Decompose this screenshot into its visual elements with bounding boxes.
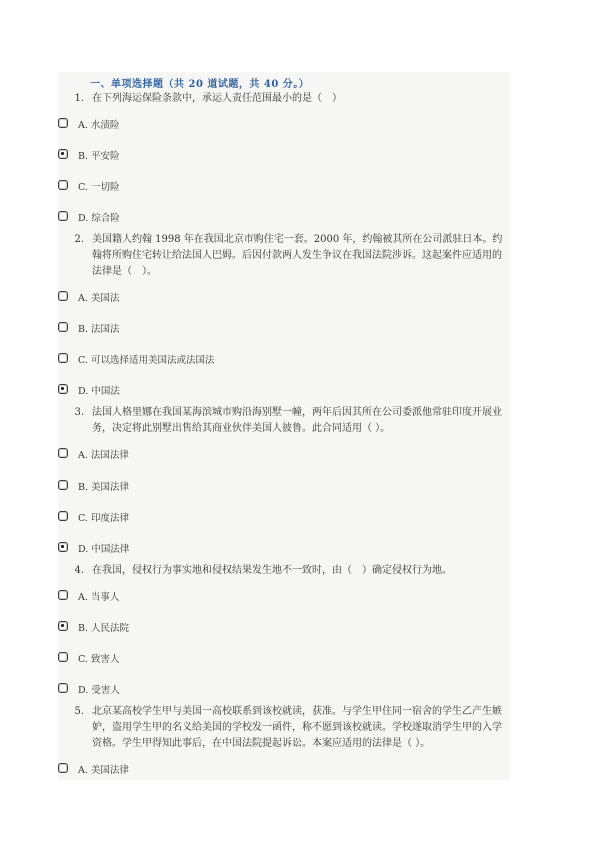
radio-button[interactable] xyxy=(58,652,68,662)
radio-button-selected[interactable] xyxy=(58,384,68,394)
radio-button[interactable] xyxy=(58,480,68,490)
option-label: B. 人民法院 xyxy=(78,623,130,634)
radio-button[interactable] xyxy=(58,322,68,332)
question-text: 北京某高校学生甲与美国一高校联系到该校就读，获准。与学生甲住同一宿舍的学生乙产生嫉妒，盗用学生甲的名义给美国的学校发一函件，称不愿到该校就读。学校遂取消学生甲的入学资格。学生甲得知此事后，在中国法院提起诉讼。本案应适用的法律是（ ）。 xyxy=(92,706,502,749)
question-1 xyxy=(70,91,510,107)
question-number: 5. xyxy=(74,706,84,717)
q4-option-c[interactable] xyxy=(58,651,498,667)
option-label: C. 一切险 xyxy=(78,182,120,193)
radio-button-selected[interactable] xyxy=(58,621,68,631)
q2-option-b[interactable] xyxy=(58,321,498,337)
radio-button-selected[interactable] xyxy=(58,149,68,159)
option-label: B. 平安险 xyxy=(78,151,120,162)
q3-option-d[interactable] xyxy=(58,541,498,557)
q4-option-a[interactable] xyxy=(58,589,498,605)
q2-option-c[interactable] xyxy=(58,352,498,368)
option-label: A. 当事人 xyxy=(78,592,120,603)
radio-button[interactable] xyxy=(58,448,68,458)
radio-button[interactable] xyxy=(58,180,68,190)
q5-option-a[interactable] xyxy=(58,762,498,778)
option-label: B. 法国法 xyxy=(78,324,120,335)
option-label: D. 综合险 xyxy=(78,213,120,224)
question-2 xyxy=(70,232,510,280)
radio-button[interactable] xyxy=(58,763,68,773)
q1-option-a[interactable] xyxy=(58,117,498,133)
radio-button[interactable] xyxy=(58,118,68,128)
q4-option-b[interactable] xyxy=(58,620,498,636)
question-number: 2. xyxy=(74,234,84,245)
question-4 xyxy=(70,563,510,579)
option-label: D. 中国法 xyxy=(78,386,120,397)
q2-option-a[interactable] xyxy=(58,290,498,306)
question-text: 美国籍人约翰 1998 年在我国北京市购住宅一套。2000 年，约翰被其所在公司派驻日本。约翰将所购住宅转让给法国人巴姆。后因付款两人发生争议在我国法院涉诉。这起案件应适用的法律是（ ）。 xyxy=(92,234,503,277)
option-label: A. 美国法律 xyxy=(78,765,129,776)
option-label: A. 法国法律 xyxy=(78,450,129,461)
radio-button[interactable] xyxy=(58,211,68,221)
question-number: 1. xyxy=(74,93,84,104)
radio-button[interactable] xyxy=(58,353,68,363)
q4-option-d[interactable] xyxy=(58,682,498,698)
q3-option-a[interactable] xyxy=(58,447,498,463)
q3-option-b[interactable] xyxy=(58,479,498,495)
option-label: D. 受害人 xyxy=(78,685,120,696)
question-number: 4. xyxy=(74,565,84,576)
q1-option-c[interactable] xyxy=(58,179,498,195)
question-text: 在下列海运保险条款中，承运人责任范围最小的是（ ） xyxy=(92,93,342,104)
q3-option-c[interactable] xyxy=(58,510,498,526)
option-label: C. 可以选择适用美国法或法国法 xyxy=(78,355,215,366)
question-text: 法国人格里娜在我国某海滨城市购沿海别墅一幢，两年后因其所在公司委派他常驻印度开展业务，决定将此别墅出售给其商业伙伴美国人彼鲁。此合同适用（ ）。 xyxy=(92,407,502,434)
q1-option-b[interactable] xyxy=(58,148,498,164)
radio-button-selected[interactable] xyxy=(58,542,68,552)
question-5 xyxy=(70,704,510,752)
option-label: C. 致害人 xyxy=(78,654,120,665)
option-label: D. 中国法律 xyxy=(78,544,130,555)
option-label: A. 美国法 xyxy=(78,293,120,304)
radio-button[interactable] xyxy=(58,683,68,693)
option-label: B. 美国法律 xyxy=(78,482,130,493)
option-label: A. 水渍险 xyxy=(78,120,120,131)
q1-option-d[interactable] xyxy=(58,210,498,226)
radio-button[interactable] xyxy=(58,291,68,301)
radio-button[interactable] xyxy=(58,511,68,521)
option-label: C. 印度法律 xyxy=(78,513,129,524)
question-text: 在我国，侵权行为事实地和侵权结果发生地不一致时，由（ ）确定侵权行为地。 xyxy=(92,565,452,576)
radio-button[interactable] xyxy=(58,590,68,600)
question-3 xyxy=(70,405,510,437)
q2-option-d[interactable] xyxy=(58,383,498,399)
question-number: 3. xyxy=(74,407,84,418)
section-title: 一、单项选择题（共 20 道试题，共 40 分。） xyxy=(90,79,310,90)
